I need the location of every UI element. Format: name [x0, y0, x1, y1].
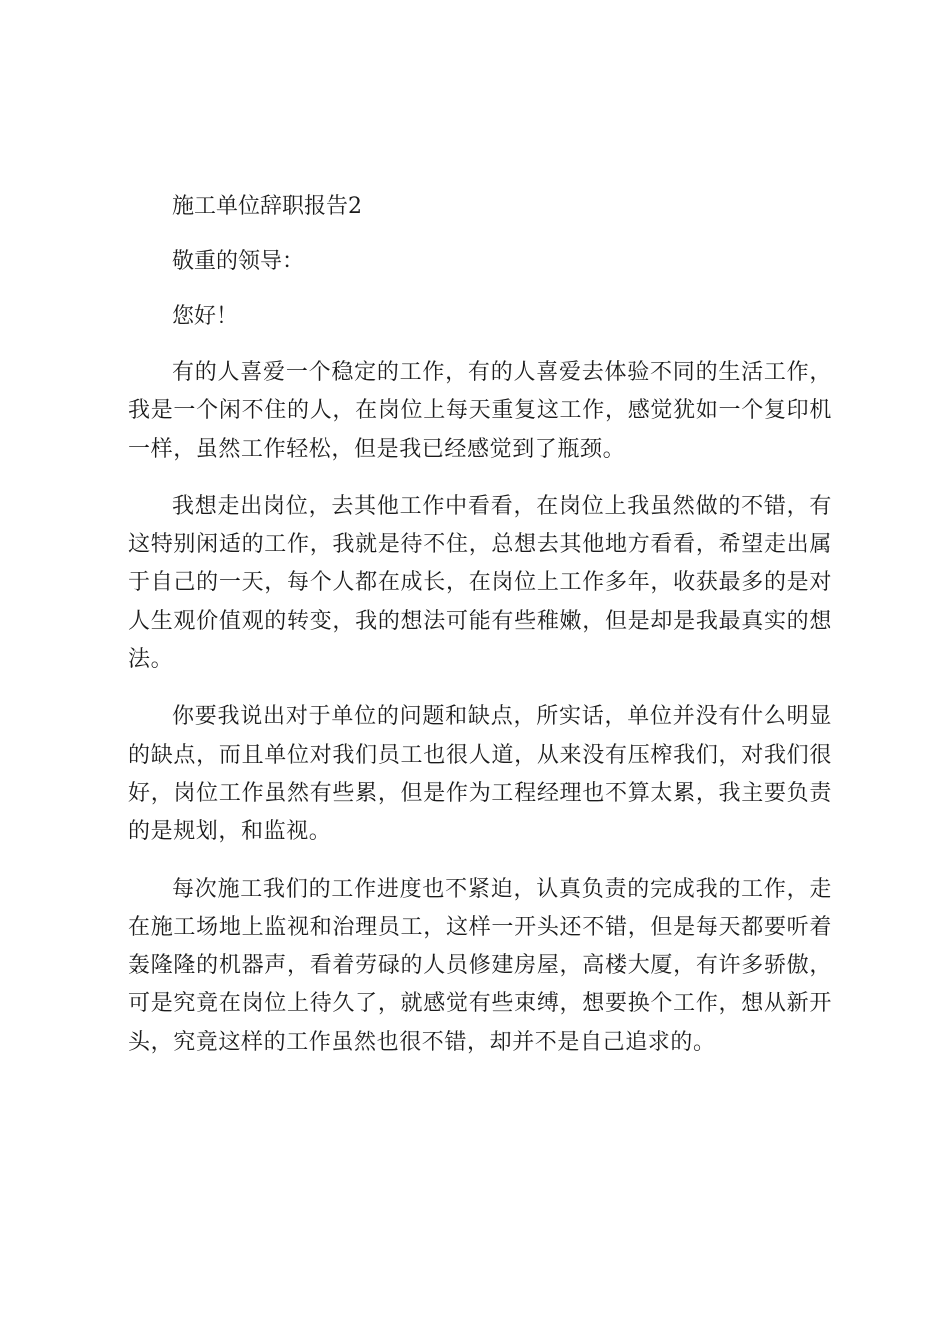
- greeting: 您好！: [172, 304, 239, 329]
- body-paragraph-1: 有的人喜爱一个稳定的工作，有的人喜爱去体验不同的生活工作，我是一个闲不住的人，在岗位上每天重复这工作，感觉犹如一个复印机一样，虽然工作轻松，但是我已经感觉到了瓶颈。: [128, 360, 832, 462]
- salutation: 敬重的领导：: [172, 249, 305, 274]
- body-paragraph-4: 每次施工我们的工作进度也不紧迫，认真负责的完成我的工作，走在施工场地上监视和治理员工，这样一开头还不错，但是每天都要听着轰隆隆的机器声，看着劳碌的人员修建房屋，高楼大厦，有许多骄傲，可是究竟在岗位上待久了，就感觉有些束缚，想要换个工作，想从新开头，究竟这样的工作虽然也很不错，却并不是自己追求的。: [128, 876, 832, 1055]
- document-title: 施工单位辞职报告2: [172, 194, 362, 219]
- body-paragraph-2: 我想走出岗位，去其他工作中看看，在岗位上我虽然做的不错，有这特别闲适的工作，我就是待不住，总想去其他地方看看，希望走出属于自己的一天，每个人都在成长，在岗位上工作多年，收获最多的是对人生观价值观的转变，我的想法可能有些稚嫩，但是却是我最真实的想法。: [128, 493, 832, 673]
- document-body: [128, 188, 832, 1081]
- body-paragraph-3: 你要我说出对于单位的问题和缺点，所实话，单位并没有什么明显的缺点，而且单位对我们员工也很人道，从来没有压榨我们，对我们很好，岗位工作虽然有些累，但是作为工程经理也不算太累，我主要负责的是规划，和监视。: [128, 704, 832, 845]
